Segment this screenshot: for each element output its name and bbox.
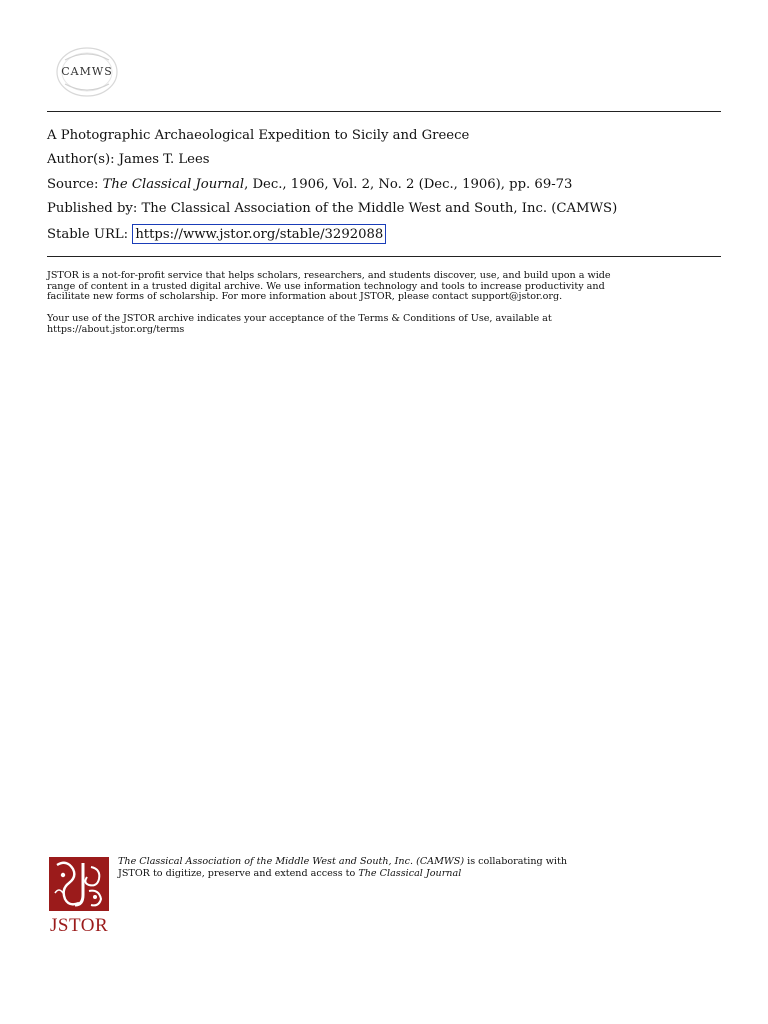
collab-mid-text: is collaborating with	[464, 856, 568, 867]
camws-logo	[51, 44, 123, 100]
stable-url-link[interactable]: https://www.jstor.org/stable/3292088	[132, 224, 386, 244]
publisher-line	[47, 201, 617, 216]
author-line	[47, 152, 210, 167]
collab-organization: The Classical Association of the Middle West and South, Inc. (CAMWS)	[118, 856, 465, 867]
jstor-about-notice: JSTOR is a not-for-profit service that helps scholars, researchers, and students discover, use, and build upon a wide range of content in a trusted digital archive. We use information technology and tools to increase productivity and facilitate new forms of scholarship. For more information about JSTOR, please contact support@jstor.org.	[47, 270, 611, 303]
publisher-name: The Classical Association of the Middle West and South, Inc. (CAMWS)	[141, 201, 618, 216]
stable-url-line	[47, 227, 386, 242]
source-label: Source:	[47, 177, 99, 192]
publisher-label: Published by:	[47, 201, 138, 216]
camws-logo-text: CAMWS	[61, 65, 113, 78]
stable-url-label: Stable URL:	[47, 227, 129, 242]
jstor-logo	[47, 855, 117, 937]
article-title: A Photographic Archaeological Expedition to Sicily and Greece	[47, 128, 470, 143]
journal-title: The Classical Journal	[102, 177, 245, 192]
source-details: , Dec., 1906, Vol. 2, No. 2 (Dec., 1906), pp. 69-73	[244, 177, 573, 192]
author-name: James T. Lees	[118, 152, 210, 167]
collab-journal: The Classical Journal	[358, 867, 462, 879]
top-divider	[47, 111, 721, 112]
source-line	[47, 177, 572, 192]
collaboration-text	[118, 856, 718, 879]
terms-notice: Your use of the JSTOR archive indicates your acceptance of the Terms & Conditions of Use, available at https://about.jstor.org/terms	[47, 313, 552, 335]
middle-divider	[47, 256, 721, 257]
jstor-wordmark: JSTOR	[50, 915, 109, 936]
collab-line-two: JSTOR to digitize, preserve and extend access to	[118, 867, 359, 879]
camws-seal-icon	[51, 44, 123, 100]
jstor-emblem-icon	[47, 855, 111, 913]
author-label: Author(s):	[47, 152, 115, 167]
